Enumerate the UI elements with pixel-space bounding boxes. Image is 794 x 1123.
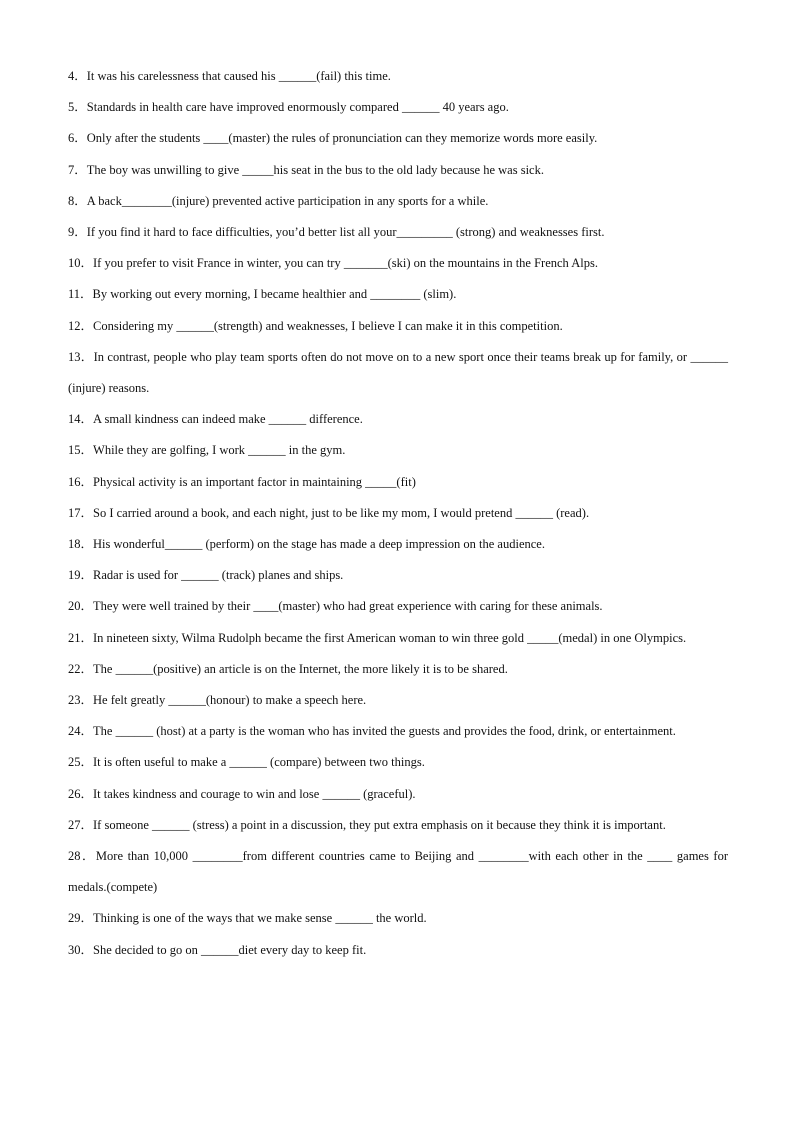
question-text: If someone ______ (stress) a point in a discussion, they put extra emphasis on it because they think it is important. (93, 817, 666, 832)
question-text: A small kindness can indeed make ______ difference. (93, 412, 363, 427)
question-7 (68, 155, 728, 186)
question-15 (68, 435, 728, 466)
question-30 (68, 935, 728, 966)
question-29 (68, 903, 728, 934)
question-text: The boy was unwilling to give _____his seat in the bus to the old lady because he was sick. (86, 162, 544, 177)
question-number: 30． (68, 942, 94, 957)
question-8 (68, 186, 728, 217)
question-number: 14． (68, 412, 94, 427)
question-text: They were well trained by their ____(master) who had great experience with caring for these animals. (93, 599, 603, 614)
question-text: Radar is used for ______ (track) planes and ships. (93, 568, 344, 583)
question-text: More than 10,000 ________from different countries came to Beijing and ________with each other in the ____ games for medals.(compete) (68, 849, 728, 895)
question-number: 25． (68, 755, 94, 770)
question-text: Physical activity is an important factor in maintaining _____(fit) (93, 474, 416, 489)
question-text: He felt greatly ______(honour) to make a speech here. (93, 693, 367, 708)
question-number: 26． (68, 786, 94, 801)
question-number: 13． (68, 349, 94, 364)
question-24 (68, 716, 728, 747)
question-number: 10． (68, 256, 94, 271)
question-9 (68, 217, 728, 248)
question-text: While they are golfing, I work ______ in the gym. (93, 443, 346, 458)
question-text: It is often useful to make a ______ (compare) between two things. (93, 755, 425, 770)
question-21 (68, 623, 728, 654)
question-6 (68, 123, 728, 154)
question-number: 18． (68, 537, 94, 552)
question-number: 12． (68, 318, 94, 333)
question-number: 19． (68, 568, 94, 583)
question-text: The ______(positive) an article is on the Internet, the more likely it is to be shared. (93, 661, 508, 676)
question-text: It takes kindness and courage to win and lose ______ (graceful). (93, 786, 416, 801)
question-number: 11． (68, 287, 93, 302)
question-number: 20． (68, 599, 94, 614)
question-19 (68, 560, 728, 591)
question-13 (68, 342, 728, 404)
question-text: A back________(injure) prevented active participation in any sports for a while. (86, 193, 489, 208)
question-number: 22． (68, 661, 94, 676)
question-28 (68, 841, 728, 903)
question-5 (68, 92, 728, 123)
question-text: If you find it hard to face difficulties, you’d better list all your_________ (strong) and weaknesses first. (86, 225, 605, 240)
question-text: By working out every morning, I became healthier and ________ (slim). (92, 287, 457, 302)
question-text: It was his carelessness that caused his ______(fail) this time. (86, 69, 391, 83)
question-number: 4． (68, 69, 87, 83)
question-number: 16． (68, 474, 94, 489)
question-27 (68, 810, 728, 841)
question-text: If you prefer to visit France in winter, you can try _______(ski) on the mountains in the French Alps. (93, 256, 598, 271)
question-11 (68, 279, 728, 310)
question-4 (68, 61, 728, 92)
question-number: 24． (68, 724, 94, 739)
question-text: Standards in health care have improved enormously compared ______ 40 years ago. (86, 100, 509, 115)
question-text: In contrast, people who play team sports often do not move on to a new sport once their teams break up for family, or ______ (injure) reasons. (68, 349, 728, 396)
question-16 (68, 467, 728, 498)
question-number: 28． (68, 849, 96, 864)
question-text: Thinking is one of the ways that we make sense ______ the world. (93, 911, 427, 926)
question-17 (68, 498, 728, 529)
question-23 (68, 685, 728, 716)
question-22 (68, 654, 728, 685)
question-number: 27． (68, 817, 94, 832)
question-12 (68, 311, 728, 342)
question-text: His wonderful______ (perform) on the stage has made a deep impression on the audience. (93, 537, 545, 552)
question-10 (68, 248, 728, 279)
question-20 (68, 591, 728, 622)
question-text: So I carried around a book, and each night, just to be like my mom, I would pretend ______ (read). (93, 505, 590, 520)
question-number: 6． (68, 131, 87, 146)
question-14 (68, 404, 728, 435)
worksheet-page (68, 61, 728, 966)
question-number: 17． (68, 505, 94, 520)
question-text: In nineteen sixty, Wilma Rudolph became the first American woman to win three gold _____(medal) in one Olympics. (93, 630, 687, 645)
question-number: 5． (68, 100, 87, 115)
question-number: 29． (68, 911, 94, 926)
question-number: 21． (68, 630, 94, 645)
question-number: 9． (68, 225, 87, 240)
question-number: 7． (68, 162, 87, 177)
question-number: 23． (68, 693, 94, 708)
question-25 (68, 747, 728, 778)
question-number: 15． (68, 443, 94, 458)
question-text: The ______ (host) at a party is the woman who has invited the guests and provides the food, drink, or entertainment. (93, 724, 676, 739)
question-26 (68, 779, 728, 810)
question-18 (68, 529, 728, 560)
question-text: Only after the students ____(master) the rules of pronunciation can they memorize words more easily. (86, 131, 598, 146)
question-text: Considering my ______(strength) and weaknesses, I believe I can make it in this competition. (93, 318, 563, 333)
question-text: She decided to go on ______diet every day to keep fit. (93, 942, 367, 957)
question-number: 8． (68, 193, 87, 208)
